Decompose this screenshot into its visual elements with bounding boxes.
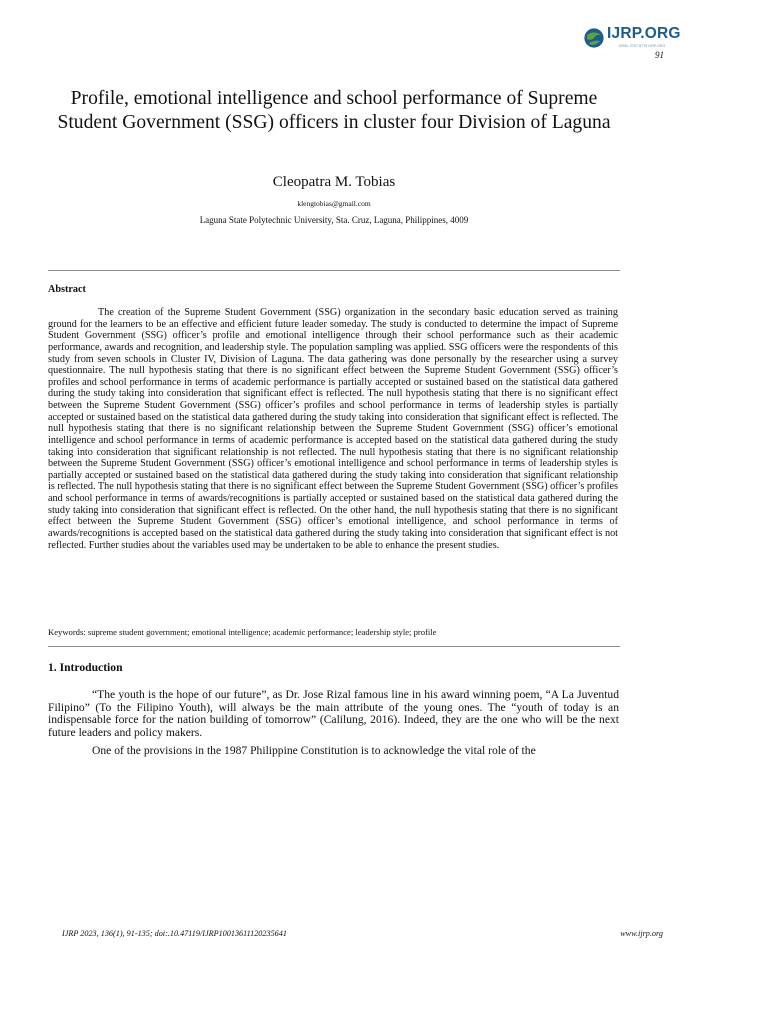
intro-paragraph-1: “The youth is the hope of our future”, as Dr. Jose Rizal famous line in his award winning poem, “A La Juventud Filipino” (To the Filipino Youth), will always be the main attribute of the young ones. The “youth of today is an indispensable force for the nation building of tomorrow” (Calilung, 2016). Indeed, they are the one who will be the next future leaders and policy makers. bbox=[48, 688, 619, 739]
keywords: Keywords: supreme student government; emotional intelligence; academic performance; leadership style; profile bbox=[48, 627, 437, 637]
footer-website[interactable]: www.ijrp.org bbox=[620, 929, 663, 938]
author-name: Cleopatra M. Tobias bbox=[272, 174, 396, 190]
logo-subtitle: ISSN: 2707-8779 IJRP.ORG bbox=[619, 44, 666, 48]
page-number: 91 bbox=[655, 50, 664, 60]
section-heading-introduction: 1. Introduction bbox=[48, 661, 123, 674]
divider-bottom bbox=[48, 646, 620, 647]
abstract-heading: Abstract bbox=[48, 284, 86, 295]
paper-title: Profile, emotional intelligence and school performance of Supreme Student Government (SSG) officers in cluster four Division of Laguna bbox=[57, 88, 611, 133]
divider-top bbox=[48, 270, 620, 271]
intro-paragraph-2: One of the provisions in the 1987 Philippine Constitution is to acknowledge the vital role of the bbox=[92, 744, 536, 757]
author-email: klengtobias@gmail.com bbox=[297, 199, 371, 208]
abstract-text: The creation of the Supreme Student Government (SSG) organization in the secondary basic education served as training ground for the learners to be an effective and efficient future leader someday. The study is conducted to determine the impact of Supreme Student Government (SSG) officer’s profile and emotional intelligence through their school performance such as their academic performance, awards and recognition, and leadership style. The population sampling was applied. SSG officers were the respondents of this study from seven schools in Cluster IV, Division of Laguna. The data gathering was done personally by the researcher using a survey questionnaire. The null hypothesis stating that there is no significant effect between the Supreme Student Government (SSG) officer’s profiles and school performance in terms of academic performance is partially accepted or sustained based on the statistical data gathered during the study taking into consideration that significant effect is reflected. The null hypothesis stating that there is no significant effect between the Supreme Student Government (SSG) officer’s profiles and school performance in terms of leadership styles is partially accepted or sustained based on the statistical data gathered during the study taking into consideration that significant effect is reflected. The null hypothesis stating that there is no significant relationship between the Supreme Student Government (SSG) officer’s emotional intelligence and school performance in terms of academic performance is accepted based on the statistical data gathered during the study taking into consideration that significant relationship is not reflected. The null hypothesis stating that there is no significant relationship between the Supreme Student Government (SSG) officer’s emotional intelligence and school performance in terms of leadership styles is partially accepted or sustained based on the statistical data gathered during the study taking into consideration that significant relationship is reflected. The null hypothesis stating that there is no significant effect between the Supreme Student Government (SSG) officer’s profiles and school performance in terms of awards/recognitions is partially accepted or sustained based on the statistical data gathered during the study taking into consideration that significant effect is reflected. On the other hand, the null hypothesis stating that there is no significant effect between the Supreme Student Government (SSG) officer’s emotional intelligence, and school performance in terms of awards/recognitions is accepted based on the statistical data gathered during the study taking into consideration that significant effect is not reflected. Further studies about the variables used may be undertaken to be able to enhance the present studies. bbox=[48, 307, 618, 551]
journal-logo bbox=[582, 24, 692, 52]
globe-logo-icon bbox=[582, 26, 606, 50]
logo-text: IJRP.ORG bbox=[607, 25, 681, 42]
author-affiliation: Laguna State Polytechnic University, Sta. Cruz, Laguna, Philippines, 4009 bbox=[199, 215, 469, 225]
footer-citation: IJRP 2023, 136(1), 91-135; doi:.10.47119/IJRP1001361112023564​1 bbox=[62, 929, 287, 938]
